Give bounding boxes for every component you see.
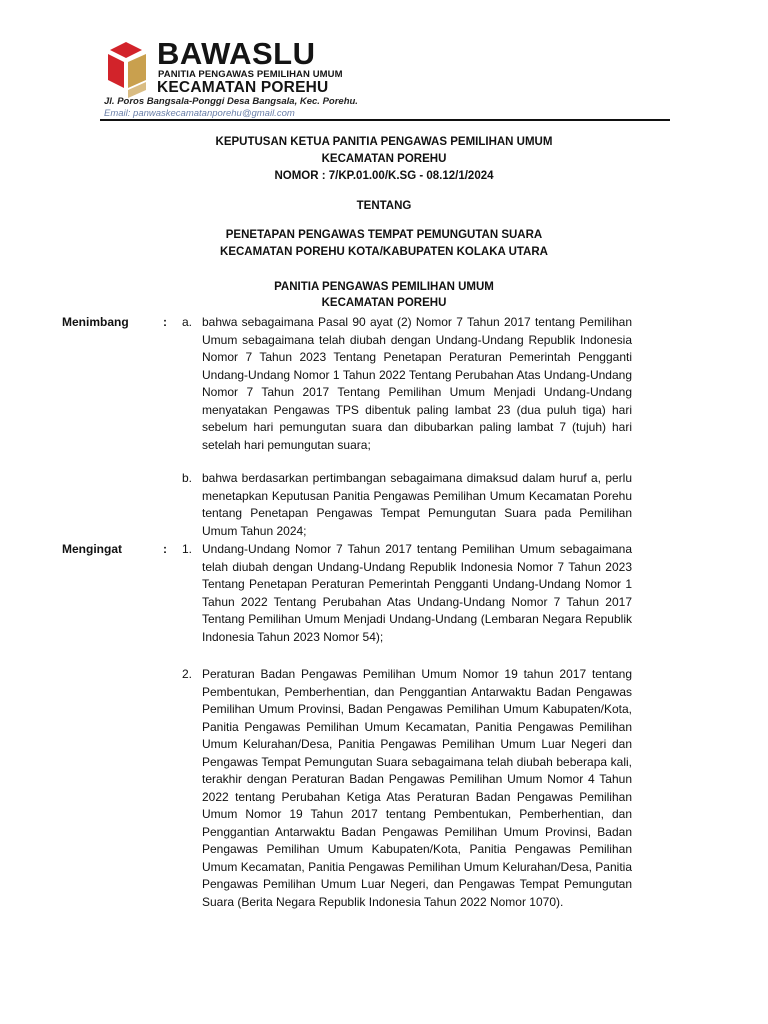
authority-line1: PANITIA PENGAWAS PEMILIHAN UMUM [274, 281, 494, 293]
menimbang-item-a-marker: a. [182, 315, 193, 329]
letterhead [100, 38, 670, 124]
letterhead-address: Jl. Poros Bangsala-Ponggi Desa Bangsala, Kec. Porehu. [104, 96, 358, 107]
mengingat-item-2-marker: 2. [182, 667, 193, 681]
mengingat-item-2-text: Peraturan Badan Pengawas Pemilihan Umum Nomor 19 tahun 2017 tentang Pembentukan, Pemberhentian, dan Penggantian Antarwaktu Badan Pengawas Pemilihan Umum Provinsi, Badan Pengawas Pemilihan Umum Kabupaten/Kota, Panitia Pengawas Pemilihan Umum Kecamatan, Panitia Pengawas Pemilihan Umum Kelurahan/Desa, Panitia Pengawas Pemilihan Umum Luar Negeri dan Pengawas Tempat Pemungutan Suara sebagaimana telah diubah beberapa kali, terakhir dengan Peraturan Badan Pengawas Pemilihan Umum Nomor 4 Tahun 2022 tentang Perubahan Ketiga Atas Peraturan Badan Pengawas Pemilihan Umum Nomor 19 Tahun 2017 tentang Pembentukan, Pemberhentian, dan Penggantian Antarwaktu Badan Pengawas Pemilihan Umum Provinsi, Badan Pengawas Pemilihan Umum Kabupaten/Kota, Panitia Pengawas Pemilihan Umum Kecamatan, Panitia Pengawas Pemilihan Umum Kelurahan/Desa, Panitia Pengawas Pemilihan Umum Luar Negeri, dan Pengawas Tempat Pemungutan Suara (Berita Negara Republik Indonesia Tahun 2022 Nomor 1070). [202, 667, 632, 909]
letterhead-email[interactable]: Email: panwaskecamatanporehu@gmail.com [104, 108, 295, 119]
mengingat-label: Mengingat [62, 542, 122, 556]
authority-line2: KECAMATAN POREHU [321, 297, 447, 309]
subject-line2: KECAMATAN POREHU KOTA/KABUPATEN KOLAKA UTARA [220, 246, 548, 258]
brand-subtitle: PANITIA PENGAWAS PEMILIHAN UMUM [158, 69, 343, 80]
mengingat-item-1-marker: 1. [182, 542, 193, 556]
decree-title-line2: KECAMATAN POREHU [321, 153, 447, 165]
tentang-heading: TENTANG [356, 200, 412, 212]
brand-kecamatan: KECAMATAN POREHU [157, 79, 329, 96]
brand-name: BAWASLU [157, 36, 316, 71]
menimbang-item-a-text: bahwa sebagaimana Pasal 90 ayat (2) Nomor 7 Tahun 2017 tentang Pemilihan Umum sebagaimana telah diubah dengan Undang-Undang Republik Indonesia Nomor 7 Tahun 2023 Tentang Penetapan Peraturan Pemerintah Pengganti Undang-Undang Nomor 1 Tahun 2022 Tentang Perubahan Atas Undang-Undang Nomor 7 Tahun 2017 Tentang Pemilihan Umum Menjadi Undang-Undang menyatakan Pengawas TPS dibentuk paling lambat 23 (dua puluh tiga) hari sebelum hari pemungutan suara dan dibubarkan paling lambat 7 (tujuh) hari setelah hari pemungutan suara; [202, 315, 632, 452]
mengingat-colon: : [163, 542, 167, 556]
decree-title-line1: KEPUTUSAN KETUA PANITIA PENGAWAS PEMILIHAN UMUM [215, 136, 553, 148]
menimbang-item-b-text: bahwa berdasarkan pertimbangan sebagaimana dimaksud dalam huruf a, perlu menetapkan Keputusan Panitia Pengawas Pemilihan Umum Kecamatan Porehu tentang Penetapan Pengawas Tempat Pemungutan Suara pada Pemilihan Umum Tahun 2024; [202, 471, 632, 538]
bawaslu-logo-icon [102, 40, 152, 98]
letterhead-divider [100, 119, 670, 121]
menimbang-label: Menimbang [62, 315, 129, 329]
decree-number: NOMOR : 7/KP.01.00/K.SG - 08.12/1/2024 [274, 170, 494, 182]
subject-line1: PENETAPAN PENGAWAS TEMPAT PEMUNGUTAN SUARA [225, 229, 543, 241]
menimbang-colon: : [163, 315, 167, 329]
mengingat-item-1-text: Undang-Undang Nomor 7 Tahun 2017 tentang Pemilihan Umum sebagaimana telah diubah dengan Undang-Undang Republik Indonesia Nomor 7 Tahun 2023 Tentang Penetapan Peraturan Pemerintah Pengganti Undang-Undang Nomor 1 Tahun 2022 Tentang Perubahan Atas Undang-Undang Nomor 7 Tahun 2017 Tentang Pemilihan Umum Menjadi Undang-Undang (Lembaran Negara Republik Indonesia Tahun 2023 Nomor 54); [202, 542, 632, 644]
menimbang-item-b-marker: b. [182, 471, 193, 485]
